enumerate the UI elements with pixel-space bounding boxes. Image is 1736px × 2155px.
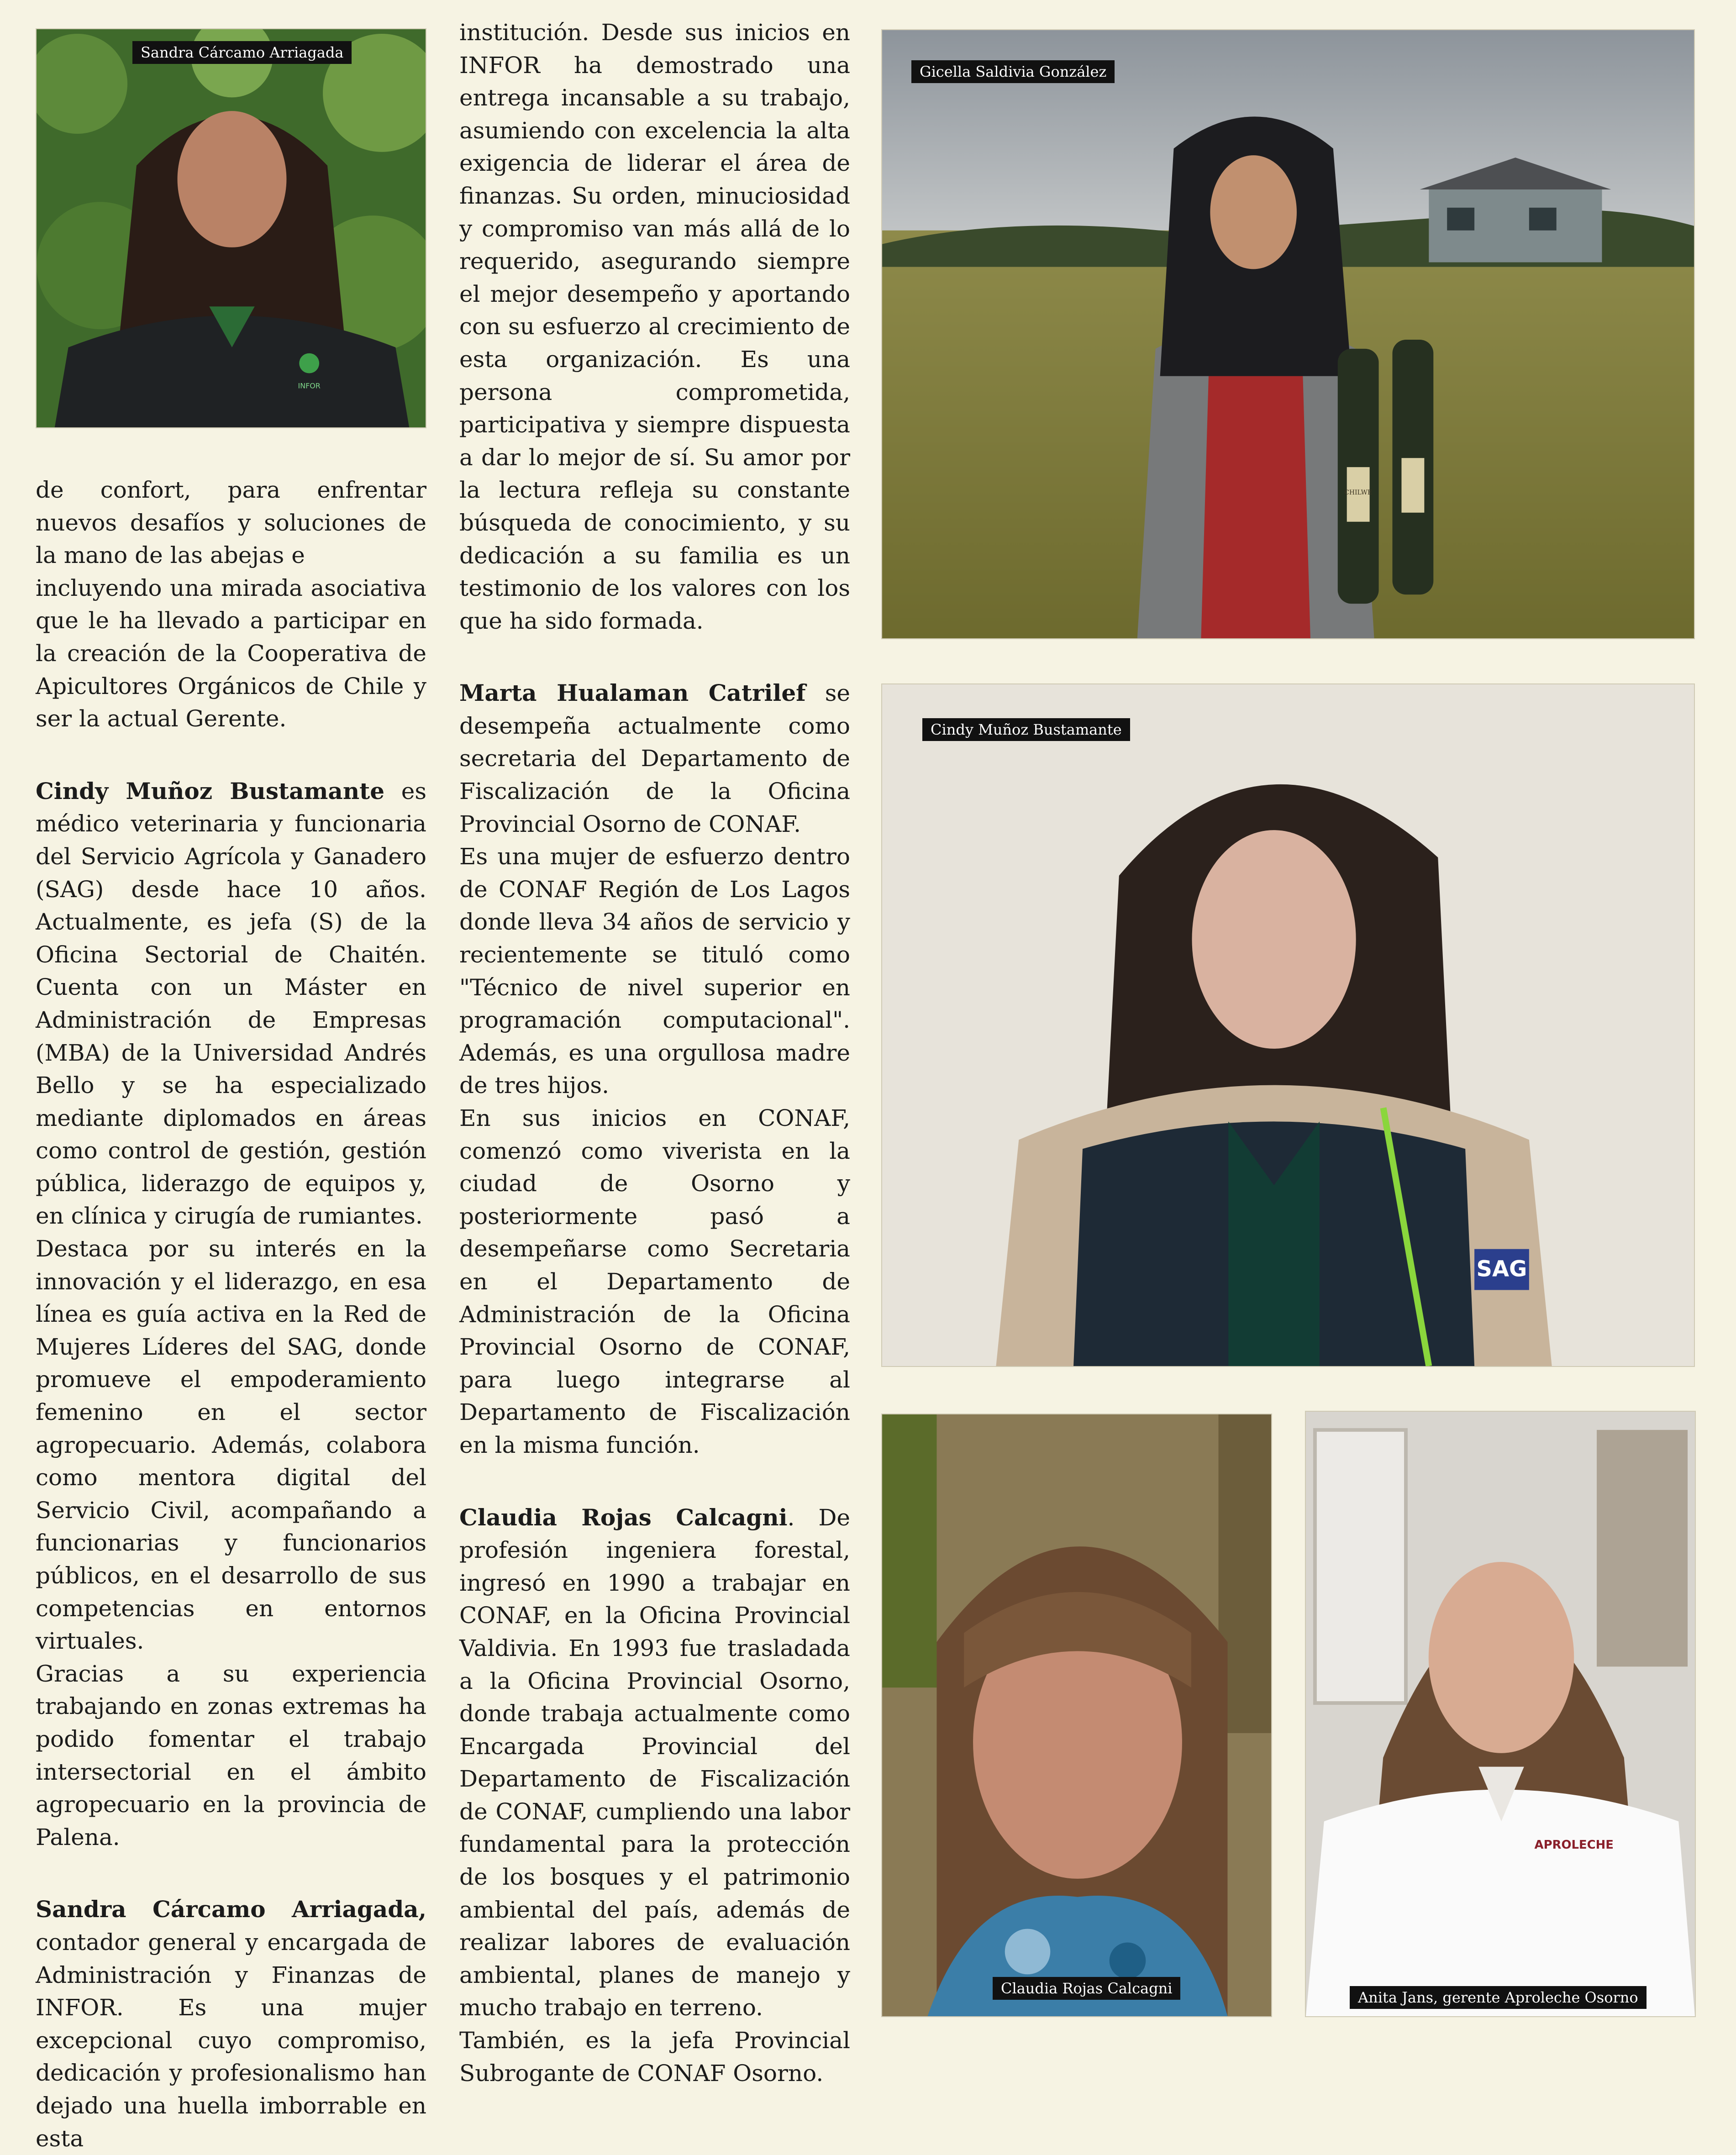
paragraph: de confort, para enfrentar nuevos desafíos y soluciones de la mano de las abejas e <box>36 477 426 569</box>
portrait-gicella-image <box>882 30 1694 638</box>
portrait-sandra-image <box>37 29 426 427</box>
photo-caption-cindy: Cindy Muñoz Bustamante <box>922 718 1130 741</box>
portrait-anita-image <box>1306 1412 1695 2016</box>
photo-gicella-saldivia <box>881 29 1695 639</box>
person-name-marta: Marta Hualaman Catrilef <box>459 679 806 707</box>
portrait-cindy-image <box>882 684 1694 1366</box>
paragraph-sandra-intro: Sandra Cárcamo Arriagada, contador general y encargada de Administración y Finanzas de INFOR. Es una mujer excepcional cuyo compromiso, dedicación y profesionalismo han dejado una huella imborrable en esta <box>36 1896 426 2152</box>
paragraph: Gracias a su experiencia trabajando en zonas extremas ha podido fomentar el trabajo intersectorial en el ámbito agropecuario en la provincia de Palena. <box>36 1660 426 1850</box>
paragraph-cindy-intro: Cindy Muñoz Bustamante es médico veterinaria y funcionaria del Servicio Agrícola y Ganadero (SAG) desde hace 10 años. Actualmente, es jefa (S) de la Oficina Sectorial de Chaitén. Cuenta con un Máster en Administración de Empresas (MBA) de la Universidad Andrés Bello y se ha especializado mediante diplomados en áreas como control de gestión, gestión pública, liderazgo de equipos y, en clínica y cirugía de rumiantes. <box>36 777 426 1230</box>
paragraph-marta-intro: Marta Hualaman Catrilef se desempeña actualmente como secretaria del Departamento de Fiscalización de la Oficina Provincial Osorno de CONAF. <box>459 679 850 837</box>
photo-caption-anita: Anita Jans, gerente Aproleche Osorno <box>1350 1986 1647 2009</box>
person-name-sandra: Sandra Cárcamo Arriagada, <box>36 1896 426 1923</box>
paragraph: En sus inicios en CONAF, comenzó como viverista en la ciudad de Osorno y posteriormente pasó a desempeñarse como Secretaria en el Departamento de Administración de la Oficina Provincial Osorno de CONAF, para luego integrarse al Departamento de Fiscalización en la misma función. <box>459 1105 850 1458</box>
paragraph: Es una mujer de esfuerzo dentro de CONAF Región de Los Lagos donde lleva 34 años de servicio y recientemente se tituló como "Técnico de nivel superior en programación computacional". Además, es una orgullosa madre de tres hijos. <box>459 843 850 1099</box>
photo-caption-sandra: Sandra Cárcamo Arriagada <box>132 41 352 64</box>
photo-caption-gicella: Gicella Saldivia González <box>911 60 1115 83</box>
bottle-label-text: CHILWE <box>1344 489 1373 496</box>
paragraph: institución. Desde sus inicios en INFOR ha demostrado una entrega incansable a su trabajo, asumiendo con excelencia la alta exigencia de liderar el área de finanzas. Su orden, minuciosidad y compromiso van más allá de lo requerido, asegurando siempre el mejor desempeño y aportando con su esfuerzo al crecimiento de esta organización. Es una persona comprometida, participativa y siempre dispuesta a dar lo mejor de sí. Su amor por la lectura refleja su constante búsqueda de conocimiento, y su dedicación a su familia es un testimonio de los valores con los que ha sido formada. <box>459 19 850 634</box>
article-column-2 <box>459 16 850 2090</box>
person-name-cindy: Cindy Muñoz Bustamante <box>36 777 385 804</box>
photo-cindy-munoz <box>881 683 1695 1367</box>
infor-logo-text: INFOR <box>298 381 321 390</box>
aproleche-shirt-logo: APROLECHE <box>1534 1838 1614 1852</box>
paragraph-claudia-intro: Claudia Rojas Calcagni. De profesión ingeniera forestal, ingresó en 1990 a trabajar en CONAF, en la Oficina Provincial Valdivia. En 1993 fue trasladada a la Oficina Provincial Osorno, donde trabaja actualmente como Encargada Provincial del Departamento de Fiscalización de CONAF, cumpliendo una labor fundamental para la protección de los bosques y el patrimonio ambiental del país, además de realizar labores de evaluación ambiental, planes de manejo y mucho trabajo en terreno. <box>459 1503 850 2021</box>
photo-anita-jans <box>1305 1411 1696 2017</box>
photo-sandra-carcamo <box>36 28 426 428</box>
person-name-claudia: Claudia Rojas Calcagni <box>459 1503 788 1531</box>
paragraph: Destaca por su interés en la innovación y el liderazgo, en esa línea es guía activa en la Red de Mujeres Líderes del SAG, donde promueve el empoderamiento femenino en el sector agropecuario. Además, colabora como mentora digital del Servicio Civil, acompañando a funcionarias y funcionarios públicos, en el desarrollo de sus competencias en entornos virtuales. <box>36 1235 426 1655</box>
portrait-claudia-image <box>882 1414 1271 2016</box>
article-column-1 <box>36 474 426 2155</box>
paragraph: incluyendo una mirada asociativa que le ha llevado a participar en la creación de la Cooperativa de Apicultores Orgánicos de Chile y ser la actual Gerente. <box>36 574 426 732</box>
photo-claudia-rojas <box>881 1414 1272 2017</box>
paragraph: También, es la jefa Provincial Subrogante de CONAF Osorno. <box>459 2027 850 2087</box>
photo-caption-claudia: Claudia Rojas Calcagni <box>993 1977 1180 2000</box>
sag-badge-text: SAG <box>1476 1256 1527 1282</box>
